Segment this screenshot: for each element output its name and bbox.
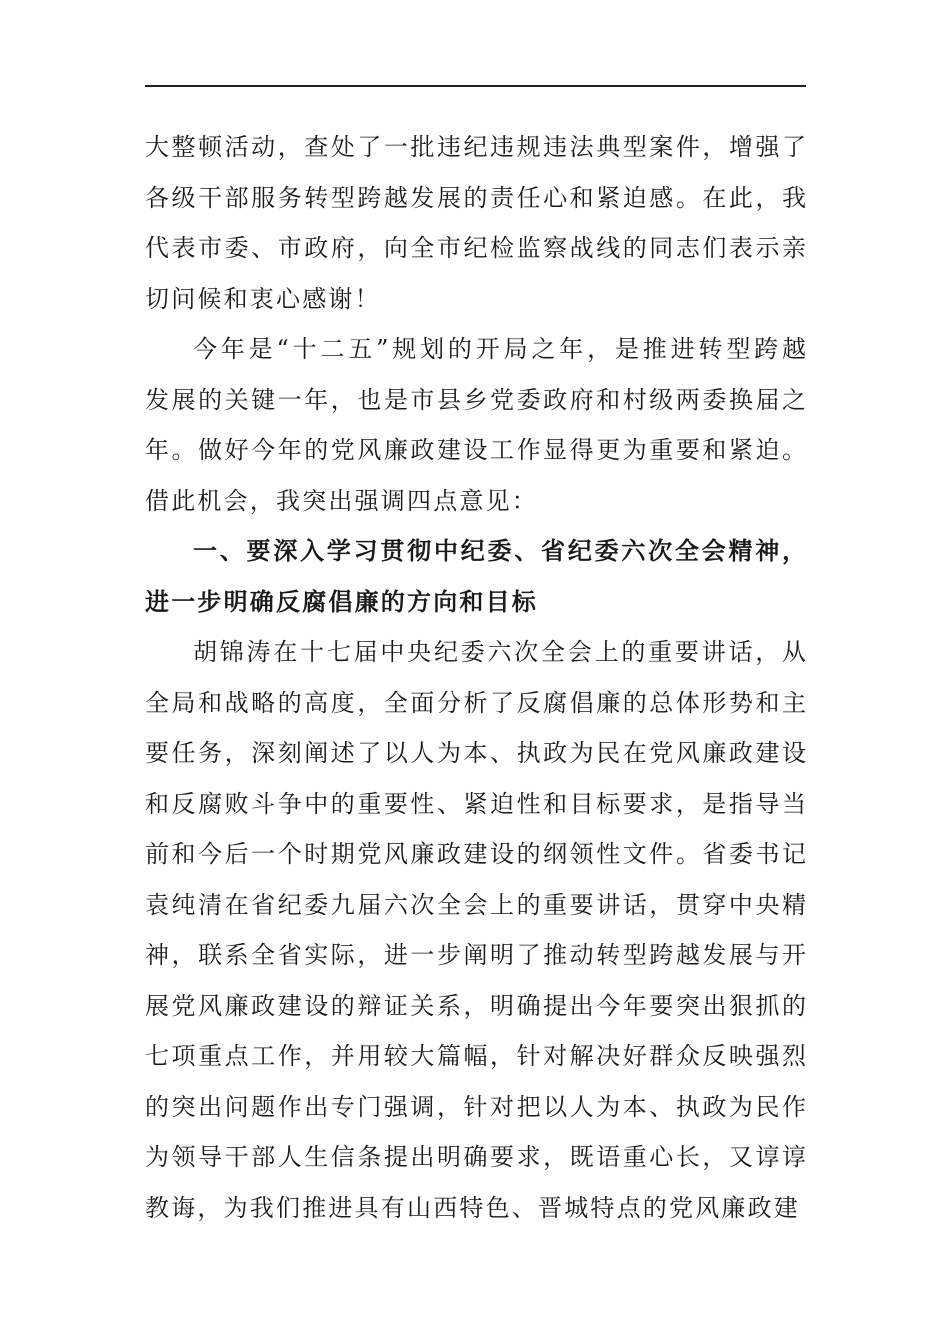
body-paragraph — [145, 122, 806, 324]
text-line: 七项重点工作，并用较大篇幅，针对解决好群众反映强烈 — [145, 1042, 806, 1070]
text-line: 的突出问题作出专门强调，针对把以人为本、执政为民作 — [145, 1092, 806, 1121]
text-line: 展党风廉政建设的辩证关系，明确提出今年要突出狠抓的 — [145, 991, 806, 1020]
text-line: 切问候和衷心感谢！ — [145, 284, 381, 313]
text-line: 和反腐败斗争中的重要性、紧迫性和目标要求，是指导当 — [145, 789, 806, 818]
text-line: 各级干部服务转型跨越发展的责任心和紧迫感。在此，我 — [145, 183, 806, 212]
text-line: 发展的关键一年，也是市县乡党委政府和村级两委换届之 — [145, 385, 806, 414]
text-line: 代表市委、市政府，向全市纪检监察战线的同志们表示亲 — [145, 234, 806, 262]
body-paragraph — [145, 627, 806, 1233]
text-line: 教诲，为我们推进具有山西特色、晋城特点的党风廉政建 — [145, 1193, 800, 1222]
body-paragraph — [145, 324, 806, 526]
text-line: 袁纯清在省纪委九届六次全会上的重要讲话，贯穿中央精 — [145, 890, 806, 919]
text-line: 要任务，深刻阐述了以人为本、执政为民在党风廉政建设 — [145, 739, 806, 767]
header-rule — [145, 85, 806, 87]
text-line: 借此机会，我突出强调四点意见： — [145, 486, 538, 515]
text-line: 胡锦涛在十七届中央纪委六次全会上的重要讲话，从 — [193, 638, 806, 666]
text-line: 全局和战略的高度，全面分析了反腐倡廉的总体形势和主 — [145, 688, 806, 717]
text-line: 今年是“十二五”规划的开局之年，是推进转型跨越 — [193, 335, 806, 363]
heading-line: 进一步明确反腐倡廉的方向和目标 — [145, 587, 538, 616]
document-body — [145, 122, 806, 1233]
text-line: 神，联系全省实际，进一步阐明了推动转型跨越发展与开 — [145, 941, 806, 969]
text-line: 前和今后一个时期党风廉政建设的纲领性文件。省委书记 — [145, 840, 806, 868]
text-line: 大整顿活动，查处了一批违纪违规违法典型案件，增强了 — [145, 133, 806, 161]
section-heading — [145, 526, 806, 627]
text-line: 年。做好今年的党风廉政建设工作显得更为重要和紧迫。 — [145, 436, 806, 464]
heading-line: 一、要深入学习贯彻中纪委、省纪委六次全会精神， — [193, 537, 806, 565]
text-line: 为领导干部人生信条提出明确要求，既语重心长，又谆谆 — [145, 1143, 806, 1171]
